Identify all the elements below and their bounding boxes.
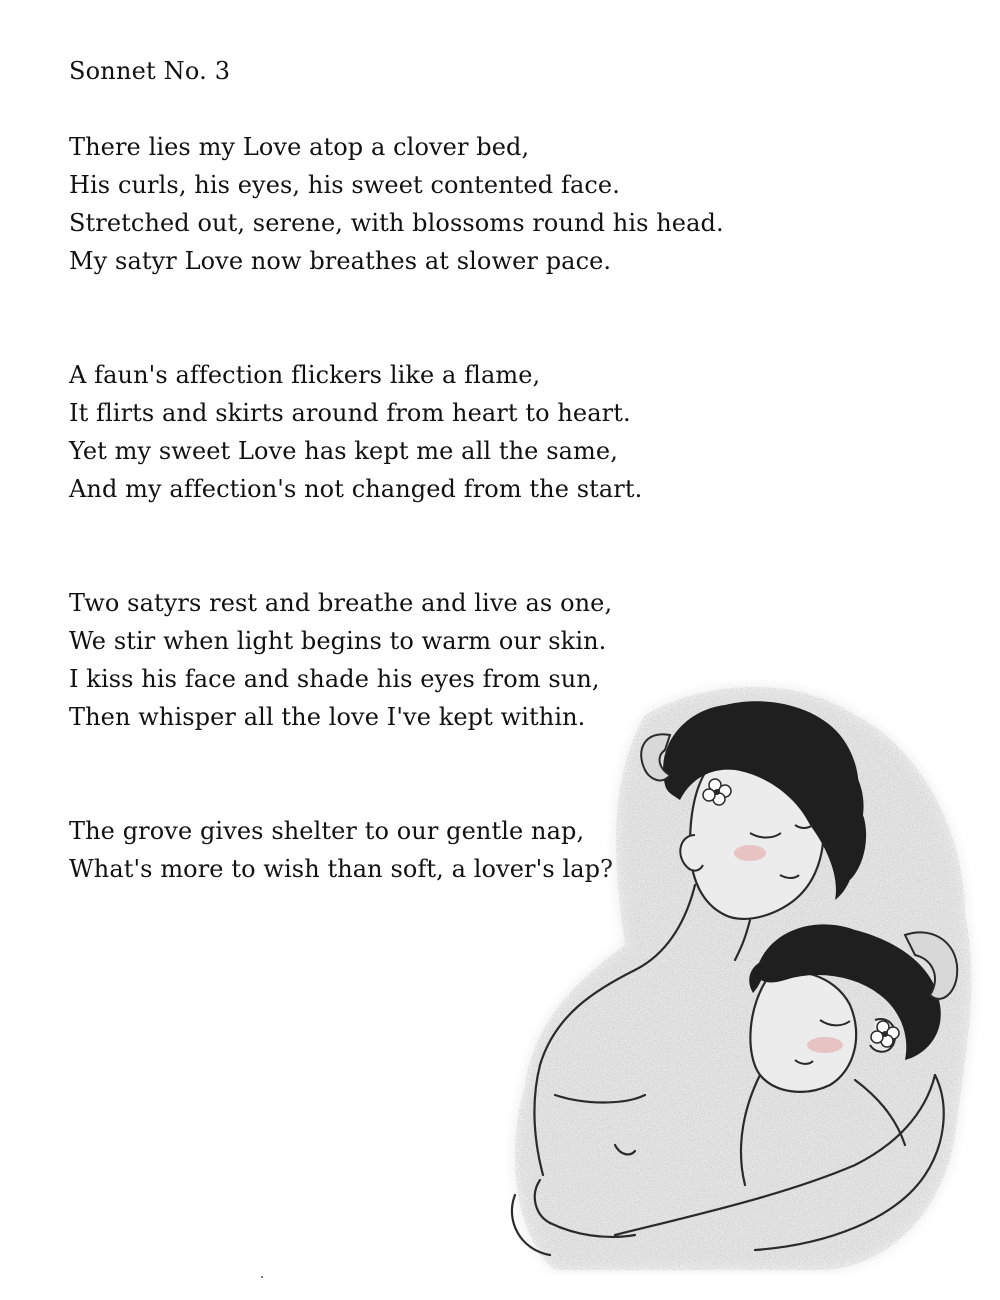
poem-line: And my affection's not changed from the start.	[69, 475, 643, 503]
poem-line: Two satyrs rest and breathe and live as one,	[69, 589, 613, 617]
poem-line: Yet my sweet Love has kept me all the same,	[69, 437, 618, 465]
poem-line: Then whisper all the love I've kept within.	[69, 703, 586, 731]
stanza-2	[69, 356, 642, 508]
poem-line: It flirts and skirts around from heart to heart.	[69, 399, 631, 427]
poem-line: A faun's affection flickers like a flame,	[69, 361, 541, 389]
stanza-1	[69, 128, 724, 280]
stray-mark	[261, 1276, 263, 1278]
poem-title: Sonnet No. 3	[69, 57, 231, 85]
poem-line: There lies my Love atop a clover bed,	[69, 133, 530, 161]
satyrs-illustration	[495, 675, 995, 1275]
poem-line: My satyr Love now breathes at slower pace.	[69, 247, 612, 275]
poem-line: What's more to wish than soft, a lover's lap?	[69, 855, 614, 883]
poem-line: Stretched out, serene, with blossoms round his head.	[69, 209, 724, 237]
poem-line: We stir when light begins to warm our skin.	[69, 627, 607, 655]
poem-line: The grove gives shelter to our gentle nap,	[69, 817, 585, 845]
poem-line: I kiss his face and shade his eyes from sun,	[69, 665, 600, 693]
poem-line: His curls, his eyes, his sweet contented face.	[69, 171, 620, 199]
